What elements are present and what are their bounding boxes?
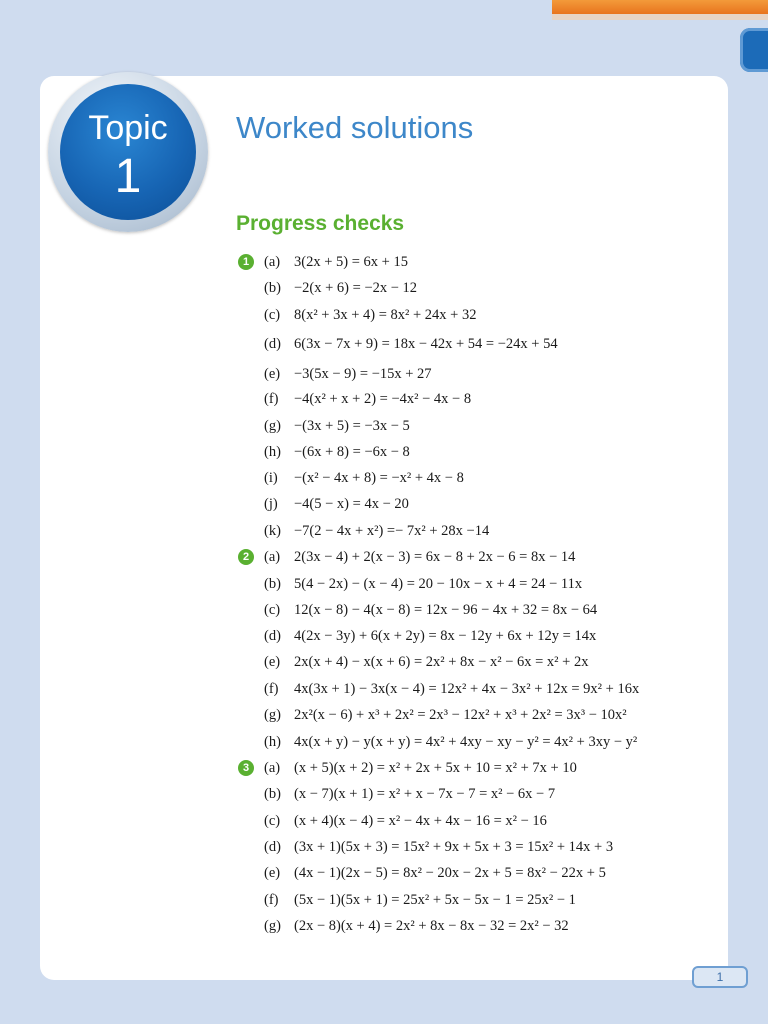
question-number-3: 3: [238, 760, 254, 776]
answer-row: [264, 626, 596, 646]
answer-row: [264, 305, 477, 325]
answer-row: [264, 916, 569, 936]
answer-text: (x + 5)(x + 2) = x² + 2x + 5x + 10 = x² + 7x + 10: [294, 760, 577, 776]
answer-text: 5(4 − 2x) − (x − 4) = 20 − 10x − x + 4 = 24 − 11x: [294, 576, 583, 592]
answer-row: [264, 784, 555, 804]
answer-text: 2x(x + 4) − x(x + 6) = 2x² + 8x − x² − 6x = x² + 2x: [294, 654, 589, 670]
answer-text: 12(x − 8) − 4(x − 8) = 12x − 96 − 4x + 32 = 8x − 64: [294, 602, 598, 618]
answer-row: [264, 334, 558, 354]
answer-text: (5x − 1)(5x + 1) = 25x² + 5x − 5x − 1 = 25x² − 1: [294, 892, 576, 908]
part-label: (a): [264, 760, 281, 776]
answer-text: −(x² − 4x + 8) = −x² + 4x − 8: [294, 470, 464, 486]
part-label: (e): [264, 654, 281, 670]
answer-row: [264, 252, 408, 272]
answer-text: 3(2x + 5) = 6x + 15: [294, 254, 408, 270]
part-label: (f): [264, 681, 279, 697]
answer-row: [264, 863, 606, 883]
answer-row: [264, 652, 588, 672]
answer-row: [264, 494, 409, 514]
part-label: (e): [264, 865, 281, 881]
part-label: (f): [264, 391, 279, 407]
answer-row: [264, 278, 417, 298]
answer-row: [264, 521, 489, 541]
answer-row: [264, 547, 575, 567]
part-label: (d): [264, 336, 281, 352]
answer-text: 4(2x − 3y) + 6(x + 2y) = 8x − 12y + 6x + 12y = 14x: [294, 628, 597, 644]
part-label: (j): [264, 496, 278, 512]
answer-text: (2x − 8)(x + 4) = 2x² + 8x − 8x − 32 = 2x² − 32: [294, 918, 569, 934]
answer-row: [264, 364, 432, 384]
topic-number: 1: [114, 150, 142, 203]
answer-text: 8(x² + 3x + 4) = 8x² + 24x + 32: [294, 307, 477, 323]
part-label: (c): [264, 602, 281, 618]
answer-row: [264, 732, 637, 752]
part-label: (e): [264, 366, 281, 382]
question-number-2: 2: [238, 549, 254, 565]
answer-row: [264, 758, 577, 778]
answer-row: [264, 442, 410, 462]
question-number-1: 1: [238, 254, 254, 270]
answer-text: 6(3x − 7x + 9) = 18x − 42x + 54 = −24x + 54: [294, 336, 558, 352]
answer-row: [264, 837, 613, 857]
answer-text: 4x(x + y) − y(x + y) = 4x² + 4xy − xy − y² = 4x² + 3xy − y²: [294, 734, 638, 750]
answer-text: −4(x² + x + 2) = −4x² − 4x − 8: [294, 391, 472, 407]
answer-text: −7(2 − 4x + x²) =− 7x² + 28x −14: [294, 523, 490, 539]
part-label: (d): [264, 628, 281, 644]
part-label: (h): [264, 734, 281, 750]
part-label: (d): [264, 839, 281, 855]
answer-row: [264, 705, 627, 725]
part-label: (g): [264, 918, 281, 934]
page-number: 1: [692, 966, 748, 988]
part-label: (a): [264, 549, 281, 565]
answer-text: (3x + 1)(5x + 3) = 15x² + 9x + 5x + 3 = 15x² + 14x + 3: [294, 839, 614, 855]
topic-label: Topic: [88, 109, 168, 147]
answer-row: [264, 600, 597, 620]
answer-row: [264, 574, 582, 594]
part-label: (b): [264, 576, 281, 592]
answer-row: [264, 416, 410, 436]
answer-text: −2(x + 6) = −2x − 12: [294, 280, 418, 296]
part-label: (c): [264, 813, 281, 829]
part-label: (b): [264, 280, 281, 296]
page-title: Worked solutions: [236, 110, 474, 145]
answer-text: 2(3x − 4) + 2(x − 3) = 6x − 8 + 2x − 6 = 8x − 14: [294, 549, 576, 565]
part-label: (i): [264, 470, 278, 486]
part-label: (g): [264, 418, 281, 434]
answer-text: (x + 4)(x − 4) = x² − 4x + 4x − 16 = x² − 16: [294, 813, 547, 829]
answer-text: (4x − 1)(2x − 5) = 8x² − 20x − 2x + 5 = 8x² − 22x + 5: [294, 865, 606, 881]
part-label: (b): [264, 786, 281, 802]
section-title: Progress checks: [236, 212, 405, 235]
part-label: (c): [264, 307, 281, 323]
part-label: (h): [264, 444, 281, 460]
answer-row: [264, 468, 464, 488]
answer-row: [264, 389, 471, 409]
answer-text: (x − 7)(x + 1) = x² + x − 7x − 7 = x² − 6x − 7: [294, 786, 556, 802]
right-edge-tab: [740, 28, 768, 72]
answer-text: −3(5x − 9) = −15x + 27: [294, 366, 432, 382]
top-accent-bar: [552, 0, 768, 14]
answer-text: 4x(3x + 1) − 3x(x − 4) = 12x² + 4x − 3x² + 12x = 9x² + 16x: [294, 681, 640, 697]
part-label: (k): [264, 523, 281, 539]
part-label: (g): [264, 707, 281, 723]
part-label: (a): [264, 254, 281, 270]
answer-row: [264, 679, 639, 699]
top-accent-shade: [552, 14, 768, 20]
answer-text: −(6x + 8) = −6x − 8: [294, 444, 410, 460]
answer-text: −4(5 − x) = 4x − 20: [294, 496, 409, 512]
answer-row: [264, 890, 576, 910]
answer-row: [264, 811, 547, 831]
answer-text: −(3x + 5) = −3x − 5: [294, 418, 410, 434]
part-label: (f): [264, 892, 279, 908]
answer-text: 2x²(x − 6) + x³ + 2x² = 2x³ − 12x² + x³ + 2x² = 3x³ − 10x²: [294, 707, 627, 723]
